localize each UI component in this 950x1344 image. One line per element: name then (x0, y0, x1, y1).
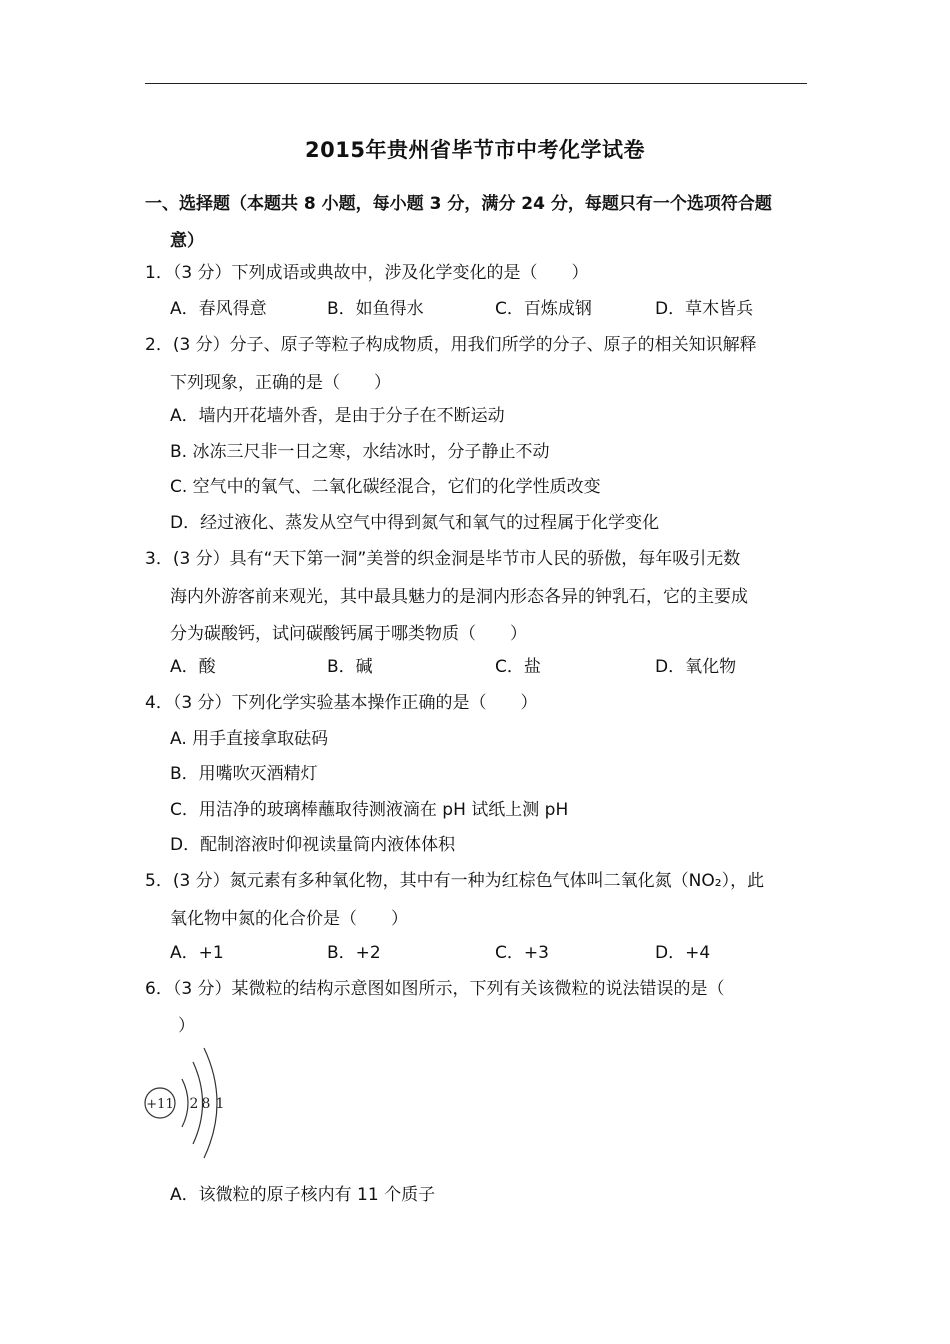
q5-option-a: A．+1 (170, 943, 224, 963)
question-1-stem: 1．（3 分）下列成语或典故中，涉及化学变化的是（ ） (145, 263, 589, 283)
q5-option-d: D．+4 (655, 943, 711, 963)
question-2-stem-line-1: 2．(3 分）分子、原子等粒子构成物质，用我们所学的分子、原子的相关知识解释 (145, 335, 757, 355)
header-rule (145, 83, 807, 84)
q3-option-c: C．盐 (495, 657, 541, 677)
q4-option-d: D．配制溶液时仰视读量筒内液体体积 (170, 835, 456, 855)
question-3-stem-line-1: 3．(3 分）具有“天下第一洞”美誉的织金洞是毕节市人民的骄傲，每年吸引无数 (145, 549, 741, 569)
q1-option-b: B．如鱼得水 (327, 299, 424, 319)
q2-option-d: D．经过液化、蒸发从空气中得到氮气和氧气的过程属于化学变化 (170, 513, 660, 533)
q6-option-a: A．该微粒的原子核内有 11 个质子 (170, 1185, 436, 1205)
question-5-stem-line-1: 5．(3 分）氮元素有多种氧化物，其中有一种为红棕色气体叫二氧化氮（NO₂），此 (145, 871, 765, 891)
question-6-stem-line-2: ） (178, 1016, 195, 1036)
question-4-stem: 4．（3 分）下列化学实验基本操作正确的是（ ） (145, 693, 538, 713)
atomic-structure-diagram (142, 1044, 242, 1162)
section-heading (145, 186, 810, 260)
q3-option-b: B．碱 (327, 657, 373, 677)
question-2-stem-line-2: 下列现象，正确的是（ ） (170, 373, 391, 393)
q5-option-c: C．+3 (495, 943, 549, 963)
page-title: 2015年贵州省毕节市中考化学试卷 (305, 138, 645, 162)
nucleus-charge: +11 (146, 1097, 174, 1112)
section-heading-line-2: 意） (170, 231, 204, 251)
shell-1-electrons: 2 (189, 1096, 199, 1112)
q2-option-a: A．墙内开花墙外香，是由于分子在不断运动 (170, 406, 505, 426)
q3-option-a: A．酸 (170, 657, 216, 677)
question-5-stem-line-2: 氧化物中氮的化合价是（ ） (170, 909, 408, 929)
shell-2-electrons: 8 (201, 1096, 211, 1112)
q4-option-a: A. 用手直接拿取砝码 (170, 729, 329, 749)
shell-3-electrons: 1 (215, 1096, 225, 1112)
q4-option-c: C．用洁净的玻璃棒蘸取待测液滴在 pH 试纸上测 pH (170, 800, 569, 820)
q2-option-b: B. 冰冻三尺非一日之寒，水结冰时，分子静止不动 (170, 442, 550, 462)
question-3-stem-line-3: 分为碳酸钙，试问碳酸钙属于哪类物质（ ） (170, 624, 527, 644)
q1-option-a: A．春风得意 (170, 299, 267, 319)
q1-option-c: C．百炼成钢 (495, 299, 592, 319)
question-6-stem-line-1: 6．（3 分）某微粒的结构示意图如图所示，下列有关该微粒的说法错误的是（ (145, 979, 725, 999)
electron-shell-1-arc (182, 1079, 188, 1127)
question-3-stem-line-2: 海内外游客前来观光，其中最具魅力的是洞内形态各异的钟乳石，它的主要成 (170, 587, 748, 607)
q4-option-b: B．用嘴吹灭酒精灯 (170, 764, 318, 784)
q3-option-d: D．氧化物 (655, 657, 737, 677)
q5-option-b: B．+2 (327, 943, 381, 963)
q2-option-c: C. 空气中的氧气、二氧化碳经混合，它们的化学性质改变 (170, 477, 601, 497)
section-heading-line-1: 一、选择题（本题共 8 小题，每小题 3 分，满分 24 分，每题只有一个选项符合题 (145, 194, 772, 214)
q1-option-d: D．草木皆兵 (655, 299, 754, 319)
